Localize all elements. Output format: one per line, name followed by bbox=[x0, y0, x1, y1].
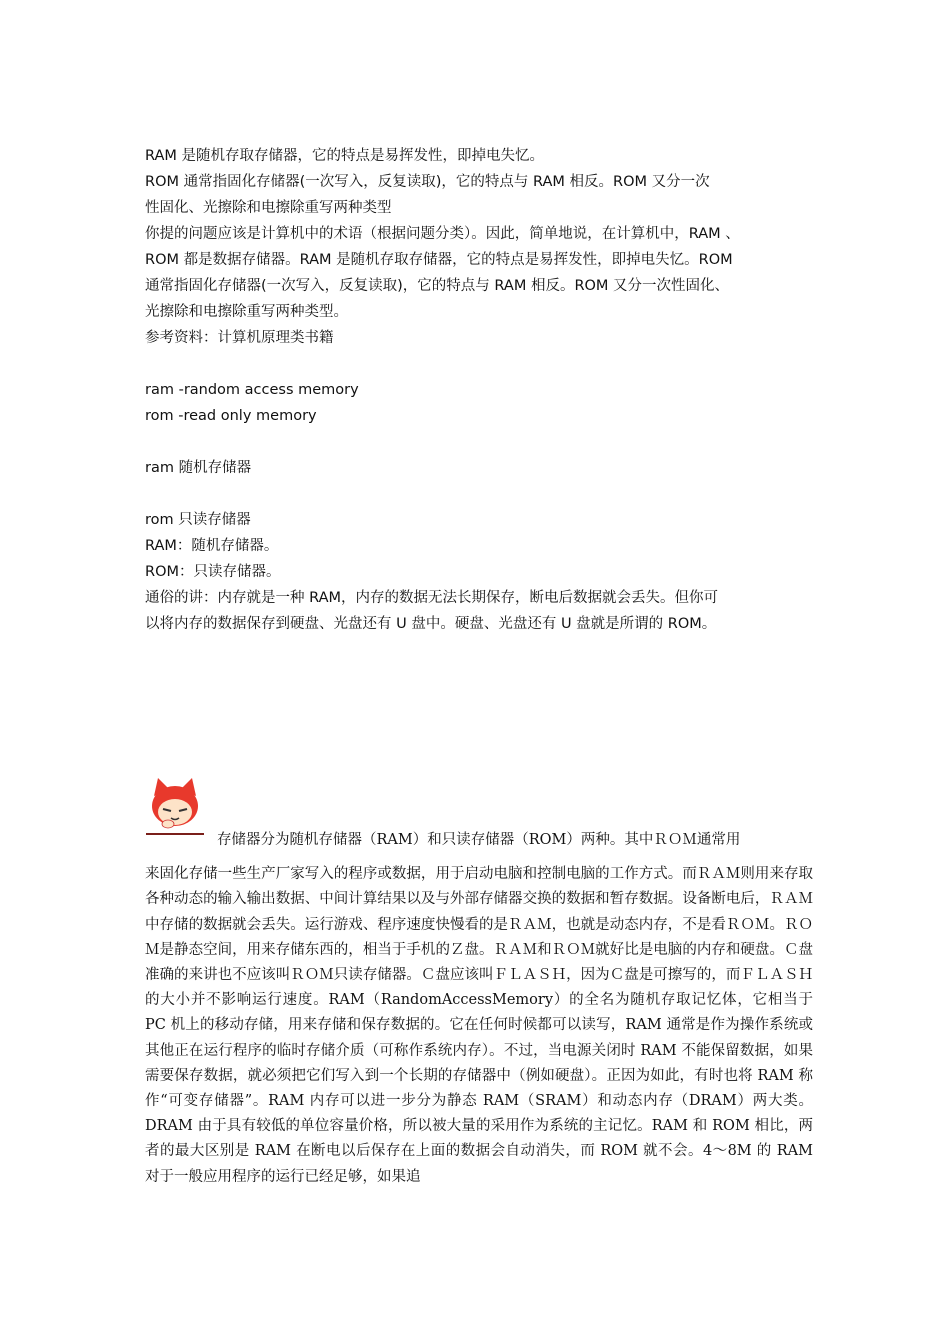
text-line: 性固化、光擦除和电擦除重写两种类型 bbox=[145, 200, 392, 216]
text-line: ROM 都是数据存储器。RAM 是随机存取存储器，它的特点是易挥发性，即掉电失忆。ROM bbox=[145, 252, 733, 268]
ram-label: RAM：随机存储器。 bbox=[145, 538, 279, 554]
ram-full-name: ram -random access memory bbox=[145, 382, 359, 398]
plain-talk-line: 通俗的讲：内存就是一种 RAM，内存的数据无法长期保存，断电后数据就会丢失。但你可 bbox=[145, 590, 719, 606]
text-line: 光擦除和电擦除重写两种类型。 bbox=[145, 304, 348, 320]
text-line: RAM 是随机存取存储器，它的特点是易挥发性，即掉电失忆。 bbox=[145, 148, 545, 164]
paragraph-body: 来固化存储一些生产厂家写入的程序或数据，用于启动电脑和控制电脑的工作方式。而ＲＡＭ则用来存取各种动态的输入输出数据、中间计算结果以及与外部存储器交换的数据和暂存数据。设备断电后，ＲＡＭ中存储的数据就会丢失。运行游戏、程序速度快慢看的是ＲＡＭ，也就是动态内存，不是看ＲＯＭ。ＲＯＭ是静态空间，用来存储东西的，相当于手机的Ｚ盘。ＲＡＭ和ＲＯＭ就好比是电脑的内存和硬盘。Ｃ盘准确的来讲也不应该叫ＲＯＭ只读存储器。Ｃ盘应该叫ＦＬＡＳＨ，因为Ｃ盘是可擦写的，而ＦＬＡＳＨ的大小并不影响运行速度。RAM（RandomAccessMemory）的全名为随机存取记忆体，它相当于 PC 机上的移动存储，用来存储和保存数据的。它在任何时候都可以读写，RAM 通常是作为操作系统或其他正在运行程序的临时存储介质（可称作系统内存）。不过，当电源关闭时 RAM 不能保留数据，如果需要保存数据，就必须把它们写入到一个长期的存储器中（例如硬盘）。正因为如此，有时也将 RAM 称作“可变存储器”。RAM 内存可以进一步分为静态 RAM（SRAM）和动态内存（DRAM）两大类。DRAM 由于具有较低的单位容量价格，所以被大量的采用作为系统的主记忆。RAM 和 ROM 相比，两者的最大区别是 RAM 在断电以后保存在上面的数据会自动消失，而 ROM 就不会。4～8M 的 RAM 对于一般应用程序的运行已经足够，如果追 bbox=[145, 866, 813, 1185]
section-memory-explanation bbox=[145, 828, 813, 1190]
reference-line: 参考资料：计算机原理类书籍 bbox=[145, 330, 334, 346]
text-line: 通常指固化存储器(一次写入，反复读取)，它的特点与 RAM 相反。ROM 又分一次性固化、 bbox=[145, 278, 730, 294]
paragraph-first-line: 存储器分为随机存储器（RAM）和只读存储器（ROM）两种。其中ＲＯＭ通常用 bbox=[217, 832, 741, 848]
text-line: ROM 通常指固化存储器(一次写入，反复读取)，它的特点与 RAM 相反。ROM 又分一次 bbox=[145, 174, 710, 190]
text-line: 你提的问题应该是计算机中的术语（根据问题分类）。因此，简单地说，在计算机中，RAM 、 bbox=[145, 226, 740, 242]
rom-full-name: rom -read only memory bbox=[145, 408, 317, 424]
ram-chinese-name: ram 随机存储器 bbox=[145, 460, 252, 476]
section-ram-rom-intro bbox=[145, 143, 815, 637]
rom-chinese-name: rom 只读存储器 bbox=[145, 512, 251, 528]
plain-talk-line: 以将内存的数据保存到硬盘、光盘还有 U 盘中。硬盘、光盘还有 U 盘就是所谓的 ROM。 bbox=[145, 616, 717, 632]
rom-label: ROM：只读存储器。 bbox=[145, 564, 281, 580]
